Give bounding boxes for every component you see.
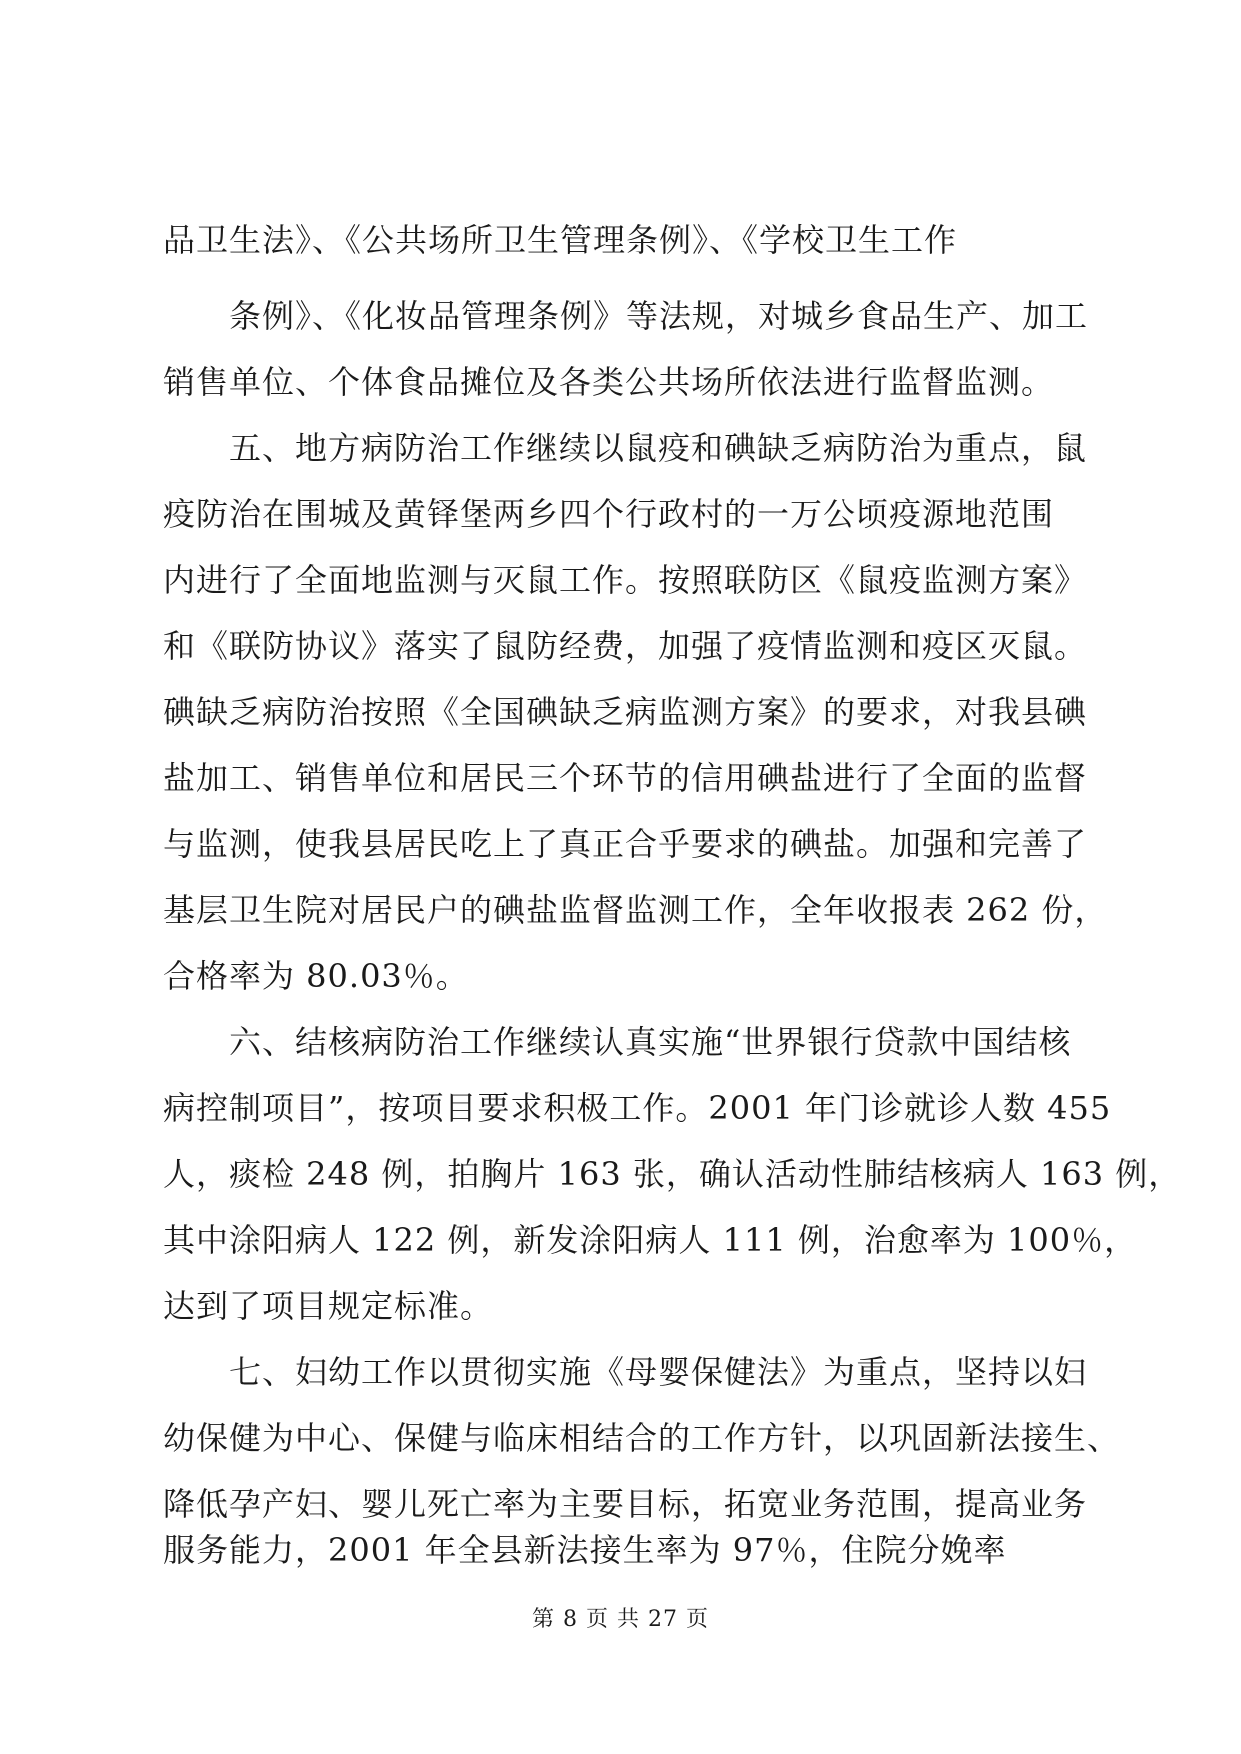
- text-line: 基层卫生院对居民户的碘盐监督监测工作，全年收报表 262 份，: [163, 891, 1108, 929]
- text-line: 七、妇幼工作以贯彻实施《母婴保健法》为重点，坚持以妇: [163, 1353, 1088, 1391]
- text-line: 幼保健为中心、保健与临床相结合的工作方针，以巩固新法接生、: [163, 1419, 1121, 1457]
- text-line: 疫防治在围城及黄铎堡两乡四个行政村的一万公顷疫源地范围: [163, 495, 1055, 533]
- text-line: 病控制项目”，按项目要求积极工作。2001 年门诊就诊人数 455: [163, 1089, 1112, 1127]
- text-line: 与监测，使我县居民吃上了真正合乎要求的碘盐。加强和完善了: [163, 825, 1088, 863]
- page-number-footer: 第 8 页 共 27 页: [532, 1607, 709, 1632]
- text-line: 品卫生法》、《公共场所卫生管理条例》、《学校卫生工作: [163, 221, 958, 259]
- text-line: 条例》、《化妆品管理条例》等法规，对城乡食品生产、加工: [163, 297, 1089, 335]
- text-line: 六、结核病防治工作继续认真实施“世界银行贷款中国结核: [163, 1023, 1072, 1061]
- text-line: 达到了项目规定标准。: [163, 1287, 494, 1325]
- text-line: 服务能力，2001 年全县新法接生率为 97％，住院分娩率: [163, 1531, 1007, 1569]
- text-line: 碘缺乏病防治按照《全国碘缺乏病监测方案》的要求，对我县碘: [163, 693, 1088, 731]
- text-line: 盐加工、销售单位和居民三个环节的信用碘盐进行了全面的监督: [163, 759, 1088, 797]
- text-line: 和《联防协议》落实了鼠防经费，加强了疫情监测和疫区灭鼠。: [163, 627, 1088, 665]
- text-line: 其中涂阳病人 122 例，新发涂阳病人 111 例，治愈率为 100％，: [163, 1221, 1138, 1259]
- text-line: 内进行了全面地监测与灭鼠工作。按照联防区《鼠疫监测方案》: [163, 561, 1088, 599]
- text-line: 合格率为 80.03％。: [163, 957, 469, 995]
- text-line: 降低孕产妇、婴儿死亡率为主要目标，拓宽业务范围，提高业务: [163, 1485, 1088, 1523]
- text-line: 人，痰检 248 例，拍胸片 163 张，确认活动性肺结核病人 163 例，: [163, 1155, 1182, 1193]
- text-line: 销售单位、个体食品摊位及各类公共场所依法进行监督监测。: [163, 363, 1055, 401]
- text-line: 五、地方病防治工作继续以鼠疫和碘缺乏病防治为重点，鼠: [163, 429, 1088, 467]
